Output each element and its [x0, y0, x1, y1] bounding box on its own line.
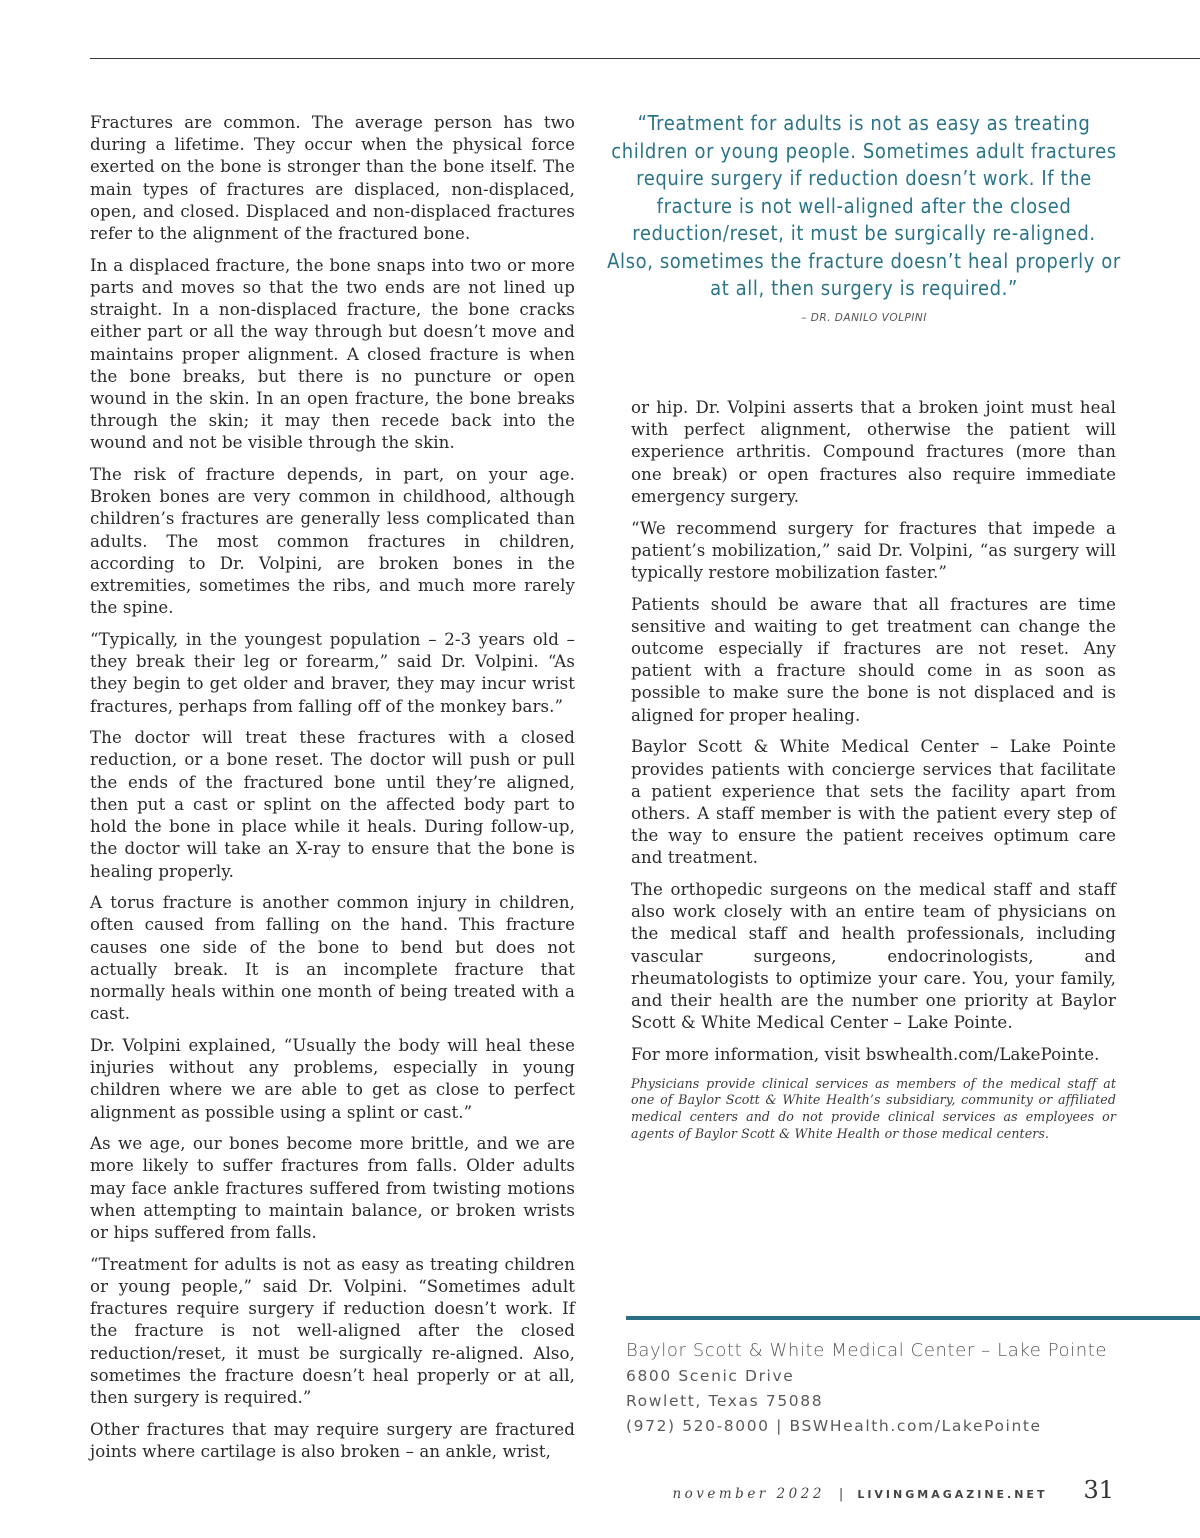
article-paragraph: “Treatment for adults is not as easy as treating children or young people,” said Dr. Volpini. “Sometimes adult fractures require surgery if reduction doesn’t work. If the fracture is not well-aligned after the closed reduction/reset, it must be surgically re-aligned. Also, sometimes the fracture doesn’t heal properly or at all, then surgery is required.”	[90, 1254, 575, 1407]
contact-city: Rowlett, Texas 75088	[626, 1392, 824, 1410]
disclaimer: Physicians provide clinical services as members of the medical staff at one of Baylor Scott & White Health’s subsidiary, community or affiliated medical centers and do not provide clinical services as employees or agents of Baylor Scott & White Health or those medical centers.	[631, 1075, 1116, 1142]
contact-block	[626, 1338, 1107, 1439]
article-column-left	[90, 112, 575, 1473]
article-paragraph: “We recommend surgery for fractures that impede a patient’s mobilization,” said Dr. Volpini, “as surgery will typically restore mobilization faster.”	[631, 518, 1116, 582]
contact-phone-web: (972) 520-8000 | BSWHealth.com/LakePointe	[626, 1417, 1042, 1435]
contact-address: 6800 Scenic Drive	[626, 1367, 795, 1385]
article-paragraph: The risk of fracture depends, in part, on your age. Broken bones are very common in childhood, although children’s fractures are generally less complicated than adults. The most common fractures in children, according to Dr. Volpini, are broken bones in the extremities, sometimes the ribs, and much more rarely the spine.	[90, 465, 575, 618]
article-column-right	[631, 397, 1116, 1152]
article-paragraph: “Typically, in the youngest population – 2-3 years old – they break their leg or forearm,” said Dr. Volpini. “As they begin to get older and braver, they may incur wrist fractures, perhaps from falling off of the monkey bars.”	[90, 629, 575, 716]
article-paragraph: In a displaced fracture, the bone snaps into two or more parts and moves so that the two ends are not lined up straight. In a non-displaced fracture, the bone cracks either part or all the way through but doesn’t move and maintains proper alignment. A closed fracture is when the bone breaks, but there is no puncture or open wound in the skin. In an open fracture, the bone breaks through the skin; it may then recede back into the wound and not be visible through the skin.	[90, 255, 575, 453]
page-number: 31	[1083, 1476, 1114, 1504]
article-paragraph: For more information, visit bswhealth.com/LakePointe.	[631, 1044, 1100, 1064]
footer-site-link[interactable]: LIVINGMAGAZINE.NET	[857, 1488, 1048, 1501]
article-paragraph: Patients should be aware that all fractures are time sensitive and waiting to get treatment can change the outcome especially if fractures are not reset. Any patient with a fracture should come in as soon as possible to make sure the bone is not displaced and is aligned for proper healing.	[631, 594, 1116, 725]
article-paragraph: Fractures are common. The average person has two during a lifetime. They occur when the physical force exerted on the bone is stronger than the bone itself. The main types of fractures are displaced, non-displaced, open, and closed. Displaced and non-displaced fractures refer to the alignment of the fractured bone.	[90, 113, 575, 244]
top-rule	[90, 58, 1200, 59]
article-paragraph: As we age, our bones become more brittle, and we are more likely to suffer fractures from falls. Older adults may face ankle fractures suffered from twisting motions when attempting to maintain balance, or broken wrists or hips suffered from falls.	[90, 1134, 575, 1243]
article-paragraph: The orthopedic surgeons on the medical staff and staff also work closely with an entire team of physicians on the medical staff and health professionals, including vascular surgeons, endocrinologists, and rheumatologists to optimize your care. You, your family, and their health are the number one priority at Baylor Scott & White Medical Center – Lake Pointe.	[631, 880, 1116, 1033]
article-paragraph: A torus fracture is another common injury in children, often caused from falling on the hand. This fracture causes one side of the bone to bend but does not actually break. It is an incomplete fracture that normally heals within one month of being treated with a cast.	[90, 893, 575, 1024]
article-paragraph: or hip. Dr. Volpini asserts that a broken joint must heal with perfect alignment, otherwise the patient will experience arthritis. Compound fractures (more than one break) or open fractures also require immediate emergency surgery.	[631, 398, 1116, 506]
contact-divider	[626, 1316, 1200, 1320]
pull-quote: “Treatment for adults is not as easy as treating children or young people. Sometimes adult fractures require surgery if reduction doesn’t work. If the fracture is not well-aligned after the closed reduction/reset, it must be surgically re-aligned. Also, sometimes the fracture doesn’t heal properly or at all, then surgery is required.”	[607, 111, 1121, 300]
article-paragraph: The doctor will treat these fractures with a closed reduction, or a bone reset. The doctor will push or pull the ends of the fractured bone until they’re aligned, then put a cast or splint on the affected body part to hold the bone in place while it heals. During follow-up, the doctor will take an X-ray to ensure that the bone is healing properly.	[90, 728, 575, 881]
footer-issue-date: november 2022	[672, 1486, 825, 1502]
article-paragraph: Other fractures that may require surgery are fractured joints where cartilage is also broken – an ankle, wrist,	[90, 1419, 575, 1461]
pull-quote-attribution: – DR. DANILO VOLPINI	[801, 312, 927, 324]
contact-name: Baylor Scott & White Medical Center – Lake Pointe	[626, 1340, 1108, 1361]
page-footer	[672, 1476, 1114, 1504]
article-paragraph: Baylor Scott & White Medical Center – Lake Pointe provides patients with concierge services that facilitate a patient experience that sets the facility apart from others. A staff member is with the patient every step of the way to ensure the patient receives optimum care and treatment.	[631, 737, 1116, 868]
article-paragraph: Dr. Volpini explained, “Usually the body will heal these injuries without any problems, especially in young children where we are able to get as close to perfect alignment as possible using a splint or cast.”	[90, 1035, 575, 1122]
footer-separator: |	[838, 1487, 844, 1502]
